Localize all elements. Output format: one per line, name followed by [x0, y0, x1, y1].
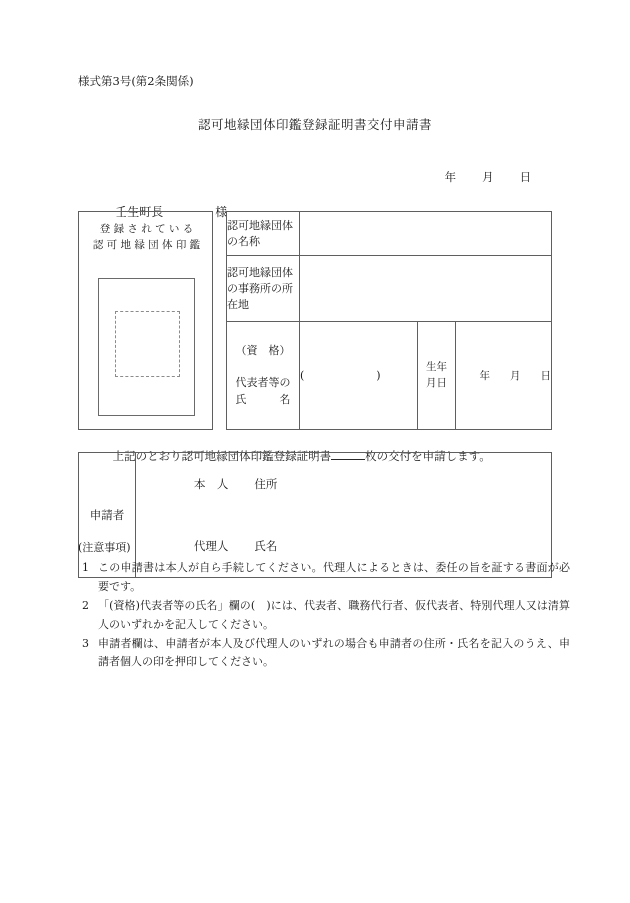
note-number-2: 2: [82, 598, 89, 612]
request-text-before: 上記のとおり認可地縁団体印鑑登録証明書: [112, 448, 332, 463]
dob-day-label: 日: [540, 370, 552, 382]
input-date-of-birth[interactable]: [456, 322, 552, 430]
label-organization-address: 認可地縁団体の事務所の所在地: [227, 256, 300, 322]
table-row-representative: [227, 322, 552, 430]
notes-title: (注意事項): [78, 541, 131, 554]
label-qualification: （資 格）: [235, 343, 291, 357]
note-text-1: この申請書は本人が自ら手続してください。代理人によるときは、委任の旨を証する書面が必要です。: [98, 560, 570, 593]
addressee-name: 壬生町長: [115, 205, 164, 220]
label-dob-line1: 生年: [426, 361, 447, 374]
note-item-2: [78, 597, 570, 635]
label-applicant: 申請者: [79, 453, 136, 578]
label-representative-name-line1: 代表者等の: [235, 376, 291, 390]
seal-caption-line-1: 登 録 さ れ て い る: [99, 223, 194, 235]
seal-stamp-guide[interactable]: [115, 311, 180, 377]
label-applicant-proxy: 代理人: [193, 539, 229, 553]
applicant-row-self[interactable]: [136, 453, 551, 515]
date-month-label: 月: [482, 169, 494, 184]
label-representative: [227, 322, 300, 430]
date-day-label: 日: [519, 169, 532, 184]
note-item-3: [78, 635, 570, 673]
seal-impression-box: [78, 211, 213, 430]
label-representative-name-line2: 氏 名: [235, 392, 291, 406]
input-organization-name[interactable]: [300, 212, 552, 256]
note-number-1: 1: [82, 560, 89, 574]
notes-section: [78, 539, 570, 672]
label-organization-name: 認可地縁団体の名称: [227, 212, 300, 256]
input-representative-name[interactable]: [300, 322, 418, 430]
dob-month-label: 月: [510, 370, 521, 382]
label-dob-line2: 月日: [426, 376, 447, 389]
date-line: [430, 154, 531, 201]
addressee-honorific: 様: [215, 205, 228, 220]
note-number-3: 3: [82, 636, 89, 650]
table-row-organization-address: [227, 256, 552, 322]
seal-caption-line-2: 認 可 地 縁 団 体 印 鑑: [92, 238, 201, 251]
label-applicant-self: 本 人: [193, 477, 229, 491]
form-number: 様式第3号(第2条関係): [78, 74, 194, 88]
organization-info-table: [226, 211, 552, 430]
qualification-paren-close: ): [376, 369, 381, 382]
note-text-2: 「(資格)代表者等の氏名」欄の( )には、代表者、職務代行者、仮代表者、特別代理人又は清算人のいずれかを記入してください。: [98, 598, 570, 631]
seal-inner-frame: [98, 278, 195, 416]
date-year-label: 年: [444, 169, 457, 184]
table-row-organization-name: [227, 212, 552, 256]
input-organization-address[interactable]: [300, 256, 552, 322]
note-item-1: [78, 559, 570, 597]
note-text-3: 申請者欄は、申請者が本人及び代理人のいずれの場合も申請者の住所・氏名を記入のうえ、申請者個人の印を押印してください。: [98, 636, 570, 669]
seal-box-caption: [79, 222, 214, 254]
qualification-paren-open: (: [300, 369, 305, 382]
label-applicant-name: 氏名: [254, 539, 278, 553]
request-text-after: 枚の交付を申請します。: [365, 448, 491, 463]
label-date-of-birth: [418, 322, 456, 430]
document-title: 認可地縁団体印鑑登録証明書交付申請書: [197, 117, 432, 132]
dob-year-label: 年: [479, 370, 491, 382]
label-applicant-address: 住所: [254, 477, 278, 491]
